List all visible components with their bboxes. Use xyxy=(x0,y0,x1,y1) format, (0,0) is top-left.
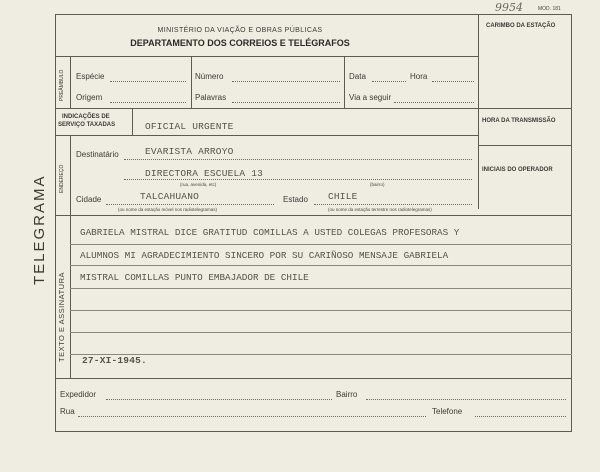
destinatario-label: Destinatário xyxy=(76,150,119,159)
department-title: DEPARTAMENTO DOS CORREIOS E TELÉGRAFOS xyxy=(130,38,350,48)
text-rule-1 xyxy=(70,244,572,245)
destinatario-value: EVARISTA ARROYO xyxy=(145,146,234,157)
preamble-col-divider-1 xyxy=(191,56,192,108)
expedidor-label: Expedidor xyxy=(60,390,97,399)
ministry-title: MINISTÉRIO DA VIAÇÃO E OBRAS PÚBLICAS xyxy=(157,27,323,34)
palavras-label: Palavras xyxy=(195,93,227,102)
message-line-2: ALUMNOS MI AGRADECIMIENTO SINCERO POR SU CARIÑOSO MENSAJE GABRIELA xyxy=(80,250,449,261)
via-label: Via a seguir xyxy=(349,93,392,102)
expedidor-field-line xyxy=(106,399,332,400)
service-bottom-line xyxy=(55,135,478,136)
origem-field-line xyxy=(110,102,186,103)
address-side-divider xyxy=(70,135,71,215)
form-code: MOD. 181 xyxy=(538,6,561,12)
estado-value: CHILE xyxy=(328,191,358,202)
service-value: OFICIAL URGENTE xyxy=(145,121,234,132)
numero-field-line xyxy=(232,81,340,82)
service-label-line2: SERVIÇO TAXADAS xyxy=(58,122,116,128)
endereco-side-label: ENDEREÇO xyxy=(59,164,65,193)
preamble-side-divider xyxy=(70,56,71,108)
header-divider xyxy=(55,56,478,57)
right-column-divider xyxy=(478,14,479,209)
message-date: 27-XI-1945. xyxy=(82,355,147,366)
rua-label: Rua xyxy=(60,407,75,416)
bairro-hint: (bairro) xyxy=(370,182,385,187)
especie-field-line xyxy=(110,81,186,82)
address-bottom-line xyxy=(55,215,572,216)
text-rule-5 xyxy=(70,332,572,333)
street-hint: (rua, avenida, etc) xyxy=(180,182,217,187)
telegrama-side-label: TELEGRAMA xyxy=(31,174,48,285)
estado-field-line xyxy=(314,204,472,205)
street-field-line xyxy=(124,179,472,180)
street-value: DIRECTORA ESCUELA 13 xyxy=(145,168,264,179)
form-frame xyxy=(55,14,572,432)
data-label: Data xyxy=(349,72,366,81)
hora-transmissao-label: HORA DA TRANSMISSÃO xyxy=(482,118,556,124)
stamp-box-label: CARIMBO DA ESTAÇÃO xyxy=(486,23,556,29)
data-field-line xyxy=(372,81,406,82)
text-bottom-line xyxy=(55,378,572,379)
service-label-line1: INDICAÇÕES DE xyxy=(62,114,110,120)
estado-hint: (ou nome da estação terrestre nos radiotelegramas) xyxy=(328,207,432,212)
telefone-label: Telefone xyxy=(432,407,463,416)
cidade-value: TALCAHUANO xyxy=(140,191,200,202)
cidade-label: Cidade xyxy=(76,195,102,204)
bairro-label: Bairro xyxy=(336,390,358,399)
origem-label: Origem xyxy=(76,93,103,102)
preamble-side-label: PREÂMBULO xyxy=(59,69,65,101)
text-rule-3 xyxy=(70,288,572,289)
numero-label: Número xyxy=(195,72,224,81)
rua-field-line xyxy=(78,416,426,417)
hora-field-line xyxy=(432,81,474,82)
text-rule-2 xyxy=(70,265,572,266)
message-line-3: MISTRAL COMILLAS PUNTO EMBAJADOR DE CHILE xyxy=(80,272,309,283)
hora-label: Hora xyxy=(410,72,428,81)
handwritten-number: 9954 xyxy=(495,1,523,14)
estado-label: Estado xyxy=(283,195,308,204)
palavras-field-line xyxy=(232,102,340,103)
cidade-field-line xyxy=(106,204,274,205)
preamble-col-divider-2 xyxy=(344,56,345,108)
iniciais-operador-label: INICIAIS DO OPERADOR xyxy=(482,167,553,173)
texto-side-label: TEXTO E ASSINATURA xyxy=(57,272,66,362)
especie-label: Espécie xyxy=(76,72,105,81)
bairro-field-line xyxy=(366,399,566,400)
service-label-divider xyxy=(132,108,133,135)
destinatario-field-line xyxy=(124,159,472,160)
message-line-1: GABRIELA MISTRAL DICE GRATITUD COMILLAS A USTED COLEGAS PROFESORAS Y xyxy=(80,227,460,238)
cidade-hint: (ou nome da estação móvel nos radiotelegramas) xyxy=(118,207,218,212)
hora-transmissao-line xyxy=(478,145,572,146)
text-rule-4 xyxy=(70,310,572,311)
via-field-line xyxy=(394,102,474,103)
telefone-field-line xyxy=(475,416,566,417)
